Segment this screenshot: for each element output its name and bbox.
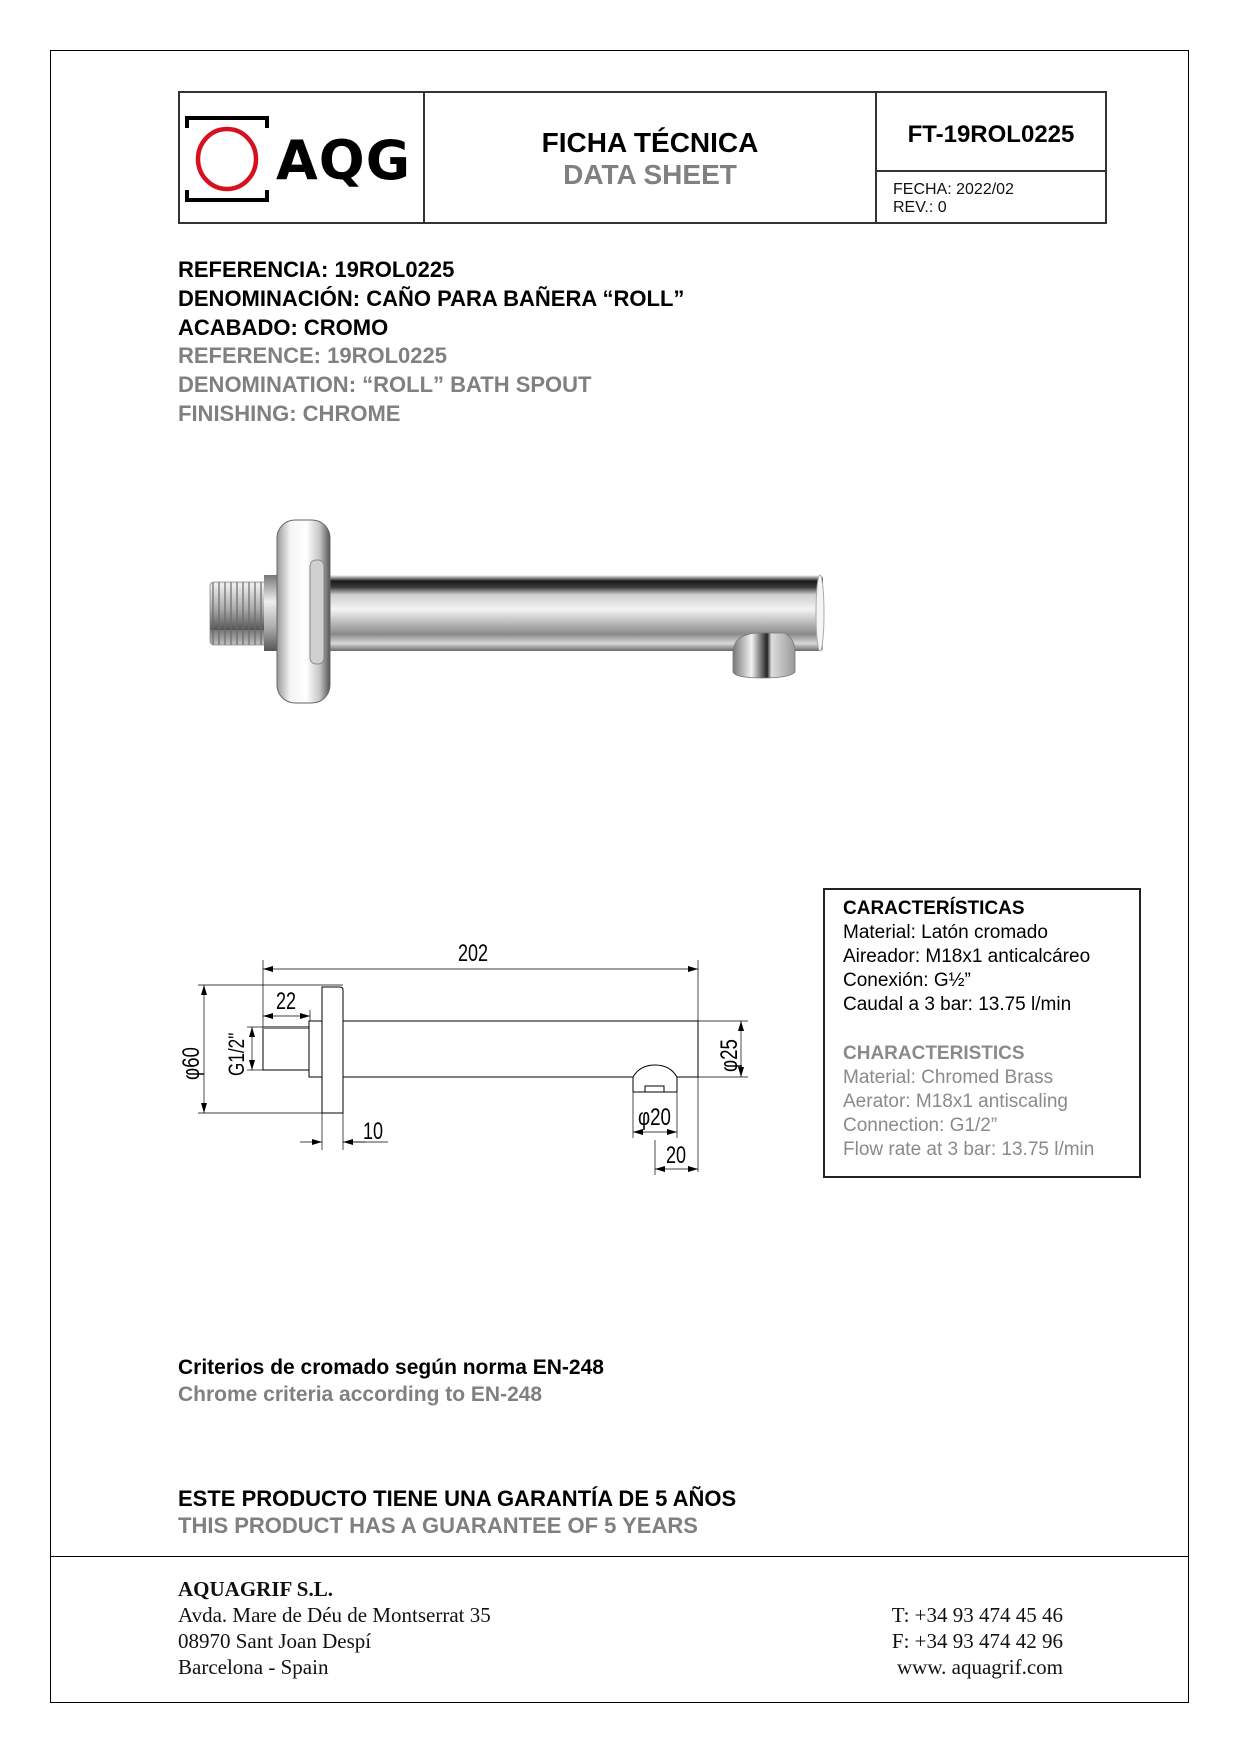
finish-es: ACABADO: CROMO bbox=[178, 315, 389, 340]
address-line-1: Avda. Mare de Déu de Montserrat 35 bbox=[178, 1603, 491, 1627]
warranty-en: THIS PRODUCT HAS A GUARANTEE OF 5 YEARS bbox=[178, 1513, 698, 1538]
dim-length-label: 202 bbox=[458, 940, 489, 967]
company-name: AQUAGRIF S.L. bbox=[178, 1577, 333, 1601]
dim-flange-thickness-label: 10 bbox=[363, 1118, 384, 1145]
char-en-aerator: Aerator: M18x1 antiscaling bbox=[843, 1091, 1068, 1112]
phone: T: +34 93 474 45 46 bbox=[891, 1603, 1063, 1627]
code-cell bbox=[877, 93, 1105, 172]
fax: F: +34 93 474 42 96 bbox=[891, 1629, 1063, 1653]
product-photo bbox=[200, 510, 840, 710]
header-table bbox=[178, 91, 1107, 224]
logo-text: AQG bbox=[276, 129, 412, 192]
finish-en: FINISHING: CHROME bbox=[178, 401, 401, 426]
dim-aerator-diameter-label: φ20 bbox=[638, 1104, 671, 1131]
char-es-flow: Caudal a 3 bar: 13.75 l/min bbox=[843, 994, 1072, 1015]
char-en-flow: Flow rate at 3 bar: 13.75 l/min bbox=[843, 1139, 1095, 1160]
char-es-material: Material: Latón cromado bbox=[843, 922, 1048, 943]
dim-thread-length-label: 22 bbox=[276, 988, 297, 1015]
characteristics-title-en: CHARACTERISTICS bbox=[843, 1043, 1025, 1064]
characteristics-title-es: CARACTERÍSTICAS bbox=[843, 898, 1025, 919]
dim-thread-label: G1/2" bbox=[224, 1032, 249, 1076]
char-es-connection: Conexión: G½” bbox=[843, 970, 971, 991]
title-es: FICHA TÉCNICA bbox=[541, 127, 759, 158]
aqg-logo-icon bbox=[185, 116, 271, 204]
denomination-es: DENOMINACIÓN: CAÑO PARA BAÑERA “ROLL” bbox=[178, 286, 685, 311]
chrome-criteria-en: Chrome criteria according to EN-248 bbox=[178, 1383, 543, 1406]
address-line-2: 08970 Sant Joan Despí bbox=[178, 1629, 372, 1653]
reference-en: REFERENCE: 19ROL0225 bbox=[178, 343, 447, 368]
logo-cell bbox=[180, 93, 425, 222]
title-en: DATA SHEET bbox=[563, 159, 737, 190]
website-link[interactable]: www. aquagrif.com bbox=[896, 1655, 1063, 1679]
char-en-material: Material: Chromed Brass bbox=[843, 1067, 1054, 1088]
dim-tube-diameter-label: φ25 bbox=[716, 1039, 743, 1072]
characteristics-box bbox=[823, 888, 1141, 1178]
char-en-connection: Connection: G1/2” bbox=[843, 1115, 998, 1136]
revision-label: REV.: 0 bbox=[893, 199, 947, 216]
reference-es: REFERENCIA: 19ROL0225 bbox=[178, 257, 455, 282]
title-cell bbox=[425, 93, 877, 222]
document-code: FT-19ROL0225 bbox=[907, 121, 1075, 148]
date-label: FECHA: 2022/02 bbox=[893, 181, 1014, 198]
denomination-en: DENOMINATION: “ROLL” BATH SPOUT bbox=[178, 372, 592, 397]
warranty-es: ESTE PRODUCTO TIENE UNA GARANTÍA DE 5 AÑOS bbox=[178, 1486, 737, 1511]
meta-cell bbox=[877, 172, 1105, 222]
dim-flange-diameter-label: φ60 bbox=[178, 1047, 205, 1080]
chrome-criteria-es: Criterios de cromado según norma EN-248 bbox=[178, 1356, 604, 1379]
dim-aerator-offset-label: 20 bbox=[666, 1142, 687, 1169]
footer-divider bbox=[50, 1556, 1189, 1557]
char-es-aerator: Aireador: M18x1 anticalcáreo bbox=[843, 946, 1091, 967]
address-line-3: Barcelona - Spain bbox=[178, 1655, 329, 1679]
